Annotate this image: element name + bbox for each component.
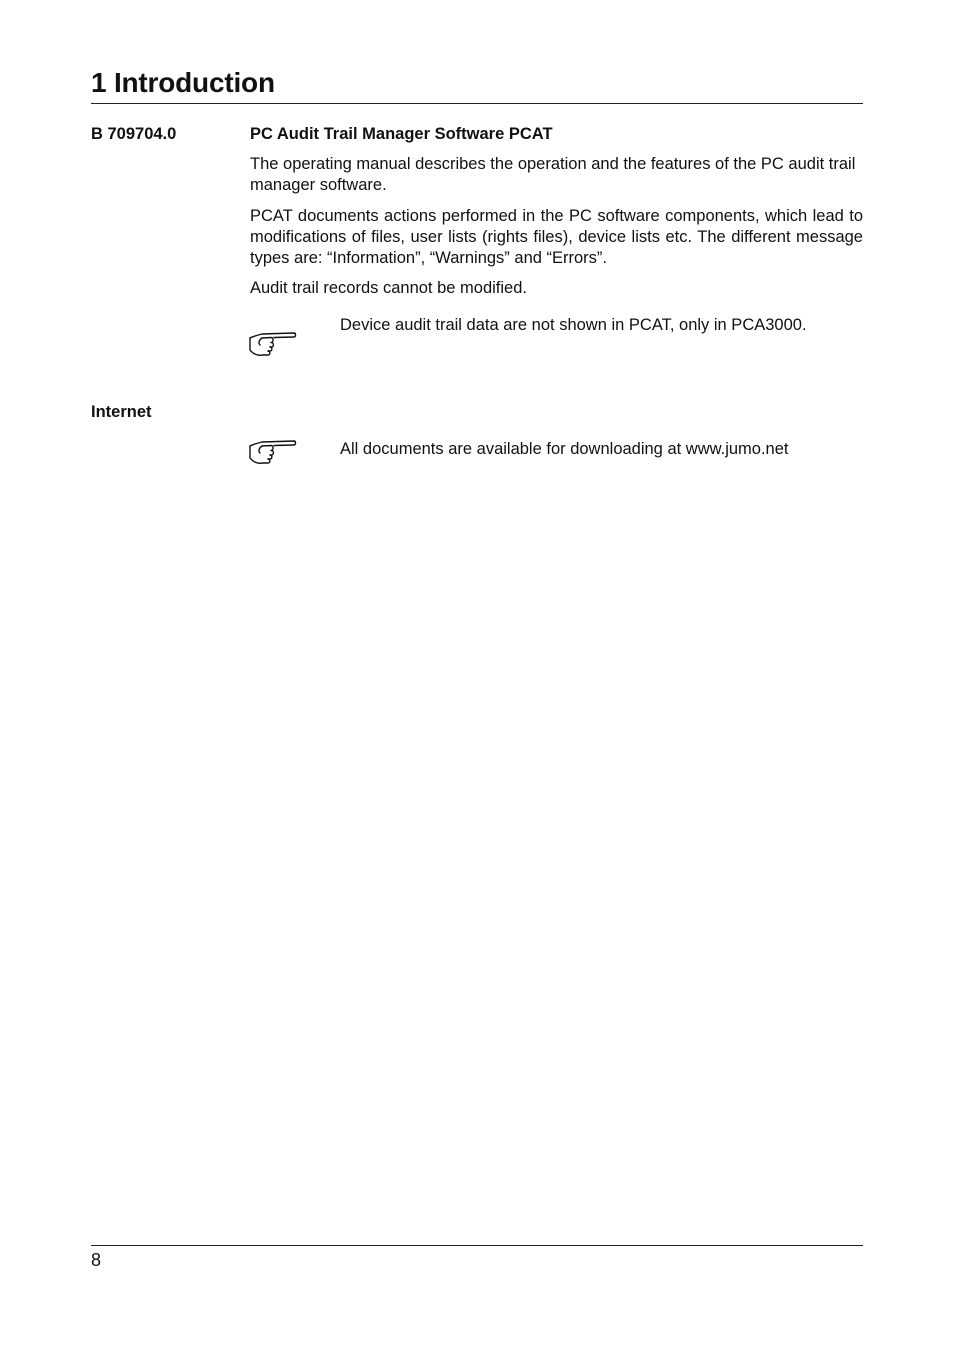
records-paragraph: Audit trail records cannot be modified. — [250, 279, 527, 297]
internet-label: Internet — [91, 403, 152, 421]
pointing-hand-icon — [248, 437, 298, 467]
description-paragraph: The operating manual describes the operation and the features of the PC audit trail manager software. — [250, 155, 856, 194]
page-number: 8 — [91, 1250, 102, 1270]
download-note-text: All documents are available for downloading at www.jumo.net — [340, 440, 789, 458]
pointing-hand-icon — [248, 329, 298, 359]
chapter-title: 1 Introduction — [91, 67, 275, 98]
message-types-paragraph: PCAT documents actions performed in the PC software components, which lead to modifications of files, user lists (rights files), device lists etc. The different message types are: “Information”, “Warnings” and “Errors”. — [250, 207, 863, 267]
note-text: Device audit trail data are not shown in PCAT, only in PCA3000. — [340, 316, 807, 334]
header-divider — [91, 103, 863, 104]
footer-divider — [91, 1245, 863, 1246]
section-heading: PC Audit Trail Manager Software PCAT — [250, 125, 553, 143]
document-code: B 709704.0 — [91, 125, 177, 143]
